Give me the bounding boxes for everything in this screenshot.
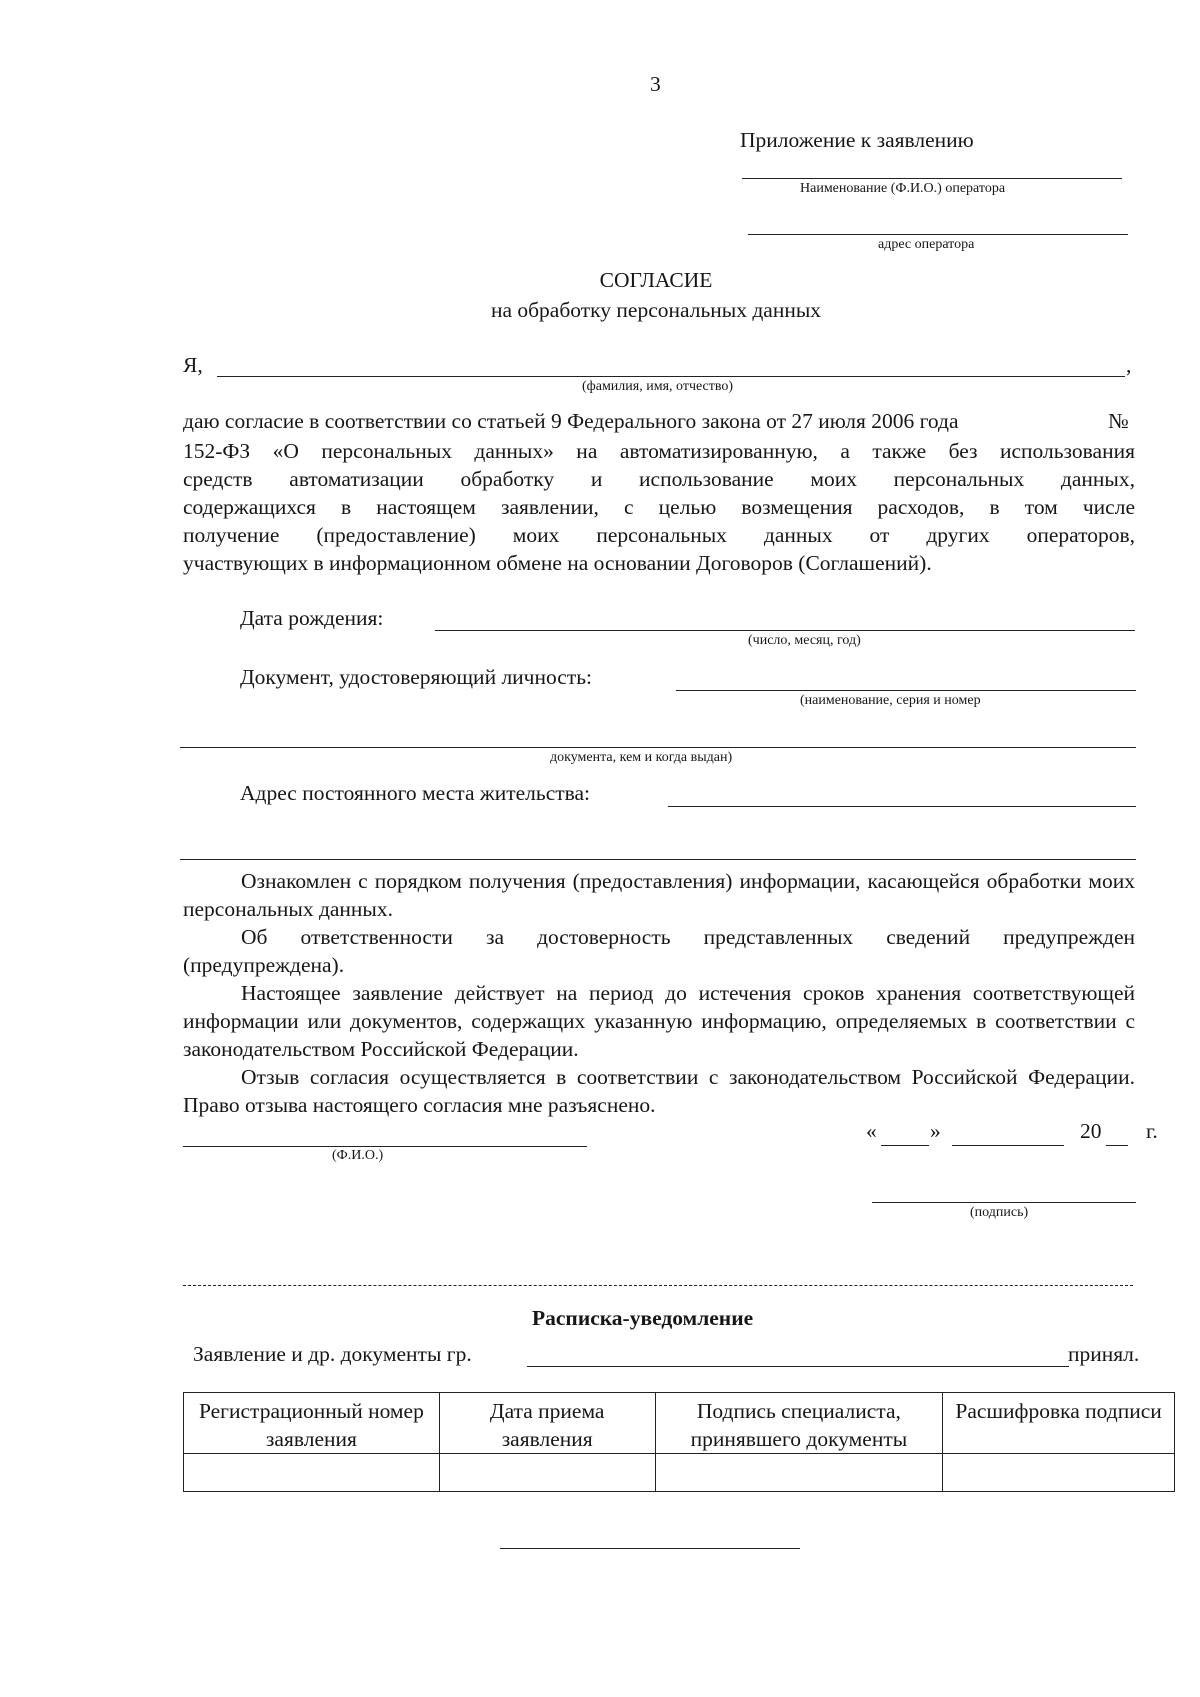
table-header-cell: Подпись специалиста, принявшего документы	[655, 1393, 943, 1454]
statement-responsibility: Об ответственности за достоверность представленных сведений предупрежден (предупреждена).	[183, 925, 1135, 977]
consent-line-3: средств автоматизации обработку и использование моих персональных данных,	[183, 467, 1135, 491]
id-document-line-2[interactable]	[180, 747, 1136, 748]
bottom-line	[500, 1548, 800, 1549]
signature-caption: (подпись)	[970, 1205, 1029, 1220]
page-number: 3	[650, 72, 661, 96]
consent-line-1: даю согласие в соответствии со статьей 9 Федерального закона от 27 июля 2006 года	[183, 409, 959, 433]
table-header-cell: Расшифровка подписи	[943, 1393, 1175, 1454]
operator-address-line[interactable]	[748, 234, 1128, 235]
table-cell[interactable]	[943, 1454, 1175, 1492]
birth-date-caption: (число, месяц, год)	[748, 633, 861, 648]
table-header-row	[184, 1393, 1175, 1454]
signature-line[interactable]	[872, 1202, 1136, 1203]
date-year-line[interactable]	[1106, 1145, 1128, 1146]
registration-table	[183, 1392, 1175, 1492]
table-cell[interactable]	[655, 1454, 943, 1492]
table-cell[interactable]	[184, 1454, 440, 1492]
table-header-cell: Регистрационный номер заявления	[184, 1393, 440, 1454]
declarant-caption: (фамилия, имя, отчество)	[582, 379, 734, 394]
date-month-line[interactable]	[952, 1145, 1064, 1146]
address-label: Адрес постоянного места жительства:	[240, 781, 591, 805]
date-open-quote: «	[866, 1119, 877, 1143]
statement-revocation: Отзыв согласия осуществляется в соответствии с законодательством Российской Федерации. Право отзыва настоящего согласия мне разъяснено.	[183, 1065, 1135, 1117]
appendix-title: Приложение к заявлению	[740, 128, 974, 152]
consent-line-6: участвующих в информационном обмене на основании Договоров (Соглашений).	[183, 551, 932, 575]
consent-number-sign: №	[1108, 409, 1129, 433]
address-line[interactable]	[668, 806, 1136, 807]
consent-line-4: содержащихся в настоящем заявлении, с целью возмещения расходов, в том числе	[183, 495, 1135, 519]
declarant-prefix: Я,	[183, 353, 203, 377]
year-suffix: г.	[1146, 1119, 1158, 1143]
fio-caption: (Ф.И.О.)	[332, 1148, 384, 1163]
cut-line	[183, 1285, 1133, 1286]
date-day-line[interactable]	[881, 1145, 929, 1146]
birth-date-label: Дата рождения:	[240, 606, 384, 630]
consent-line-2: 152-ФЗ «О персональных данных» на автоматизированную, а также без использования	[183, 439, 1135, 463]
fio-line[interactable]	[183, 1146, 587, 1147]
declarant-name-line[interactable]	[217, 376, 1125, 377]
date-close-quote: »	[930, 1119, 941, 1143]
id-document-caption: (наименование, серия и номер	[800, 693, 981, 708]
table-cell[interactable]	[439, 1454, 655, 1492]
operator-address-caption: адрес оператора	[878, 237, 975, 252]
receipt-accepted: принял.	[1068, 1342, 1140, 1366]
id-document-caption-2: документа, кем и когда выдан)	[550, 750, 733, 765]
receipt-name-line[interactable]	[527, 1366, 1069, 1367]
year-prefix: 20	[1080, 1119, 1102, 1143]
operator-name-line[interactable]	[742, 178, 1122, 179]
id-document-label: Документ, удостоверяющий личность:	[240, 665, 592, 689]
consent-line-5: получение (предоставление) моих персональных данных от других операторов,	[183, 523, 1135, 547]
operator-name-caption: Наименование (Ф.И.О.) оператора	[800, 181, 1006, 196]
statement-validity: Настоящее заявление действует на период до истечения сроков хранения соответствующей информации или документов, содержащих указанную информацию, определяемых в соответствии с законодательством Российской Федерации.	[183, 981, 1135, 1061]
document-subtitle: на обработку персональных данных	[490, 298, 822, 322]
statement-acknowledged: Ознакомлен с порядком получения (предоставления) информации, касающейся обработки моих персональных данных.	[183, 869, 1135, 921]
address-line-2[interactable]	[180, 859, 1136, 860]
table-header-cell: Дата приема заявления	[439, 1393, 655, 1454]
receipt-intro: Заявление и др. документы гр.	[193, 1342, 472, 1366]
document-title: СОГЛАСИЕ	[599, 268, 713, 292]
id-document-line[interactable]	[676, 690, 1136, 691]
table-row	[184, 1454, 1175, 1492]
declarant-suffix: ,	[1126, 353, 1132, 377]
receipt-title: Расписка-уведомление	[532, 1306, 754, 1330]
birth-date-line[interactable]	[435, 630, 1135, 631]
